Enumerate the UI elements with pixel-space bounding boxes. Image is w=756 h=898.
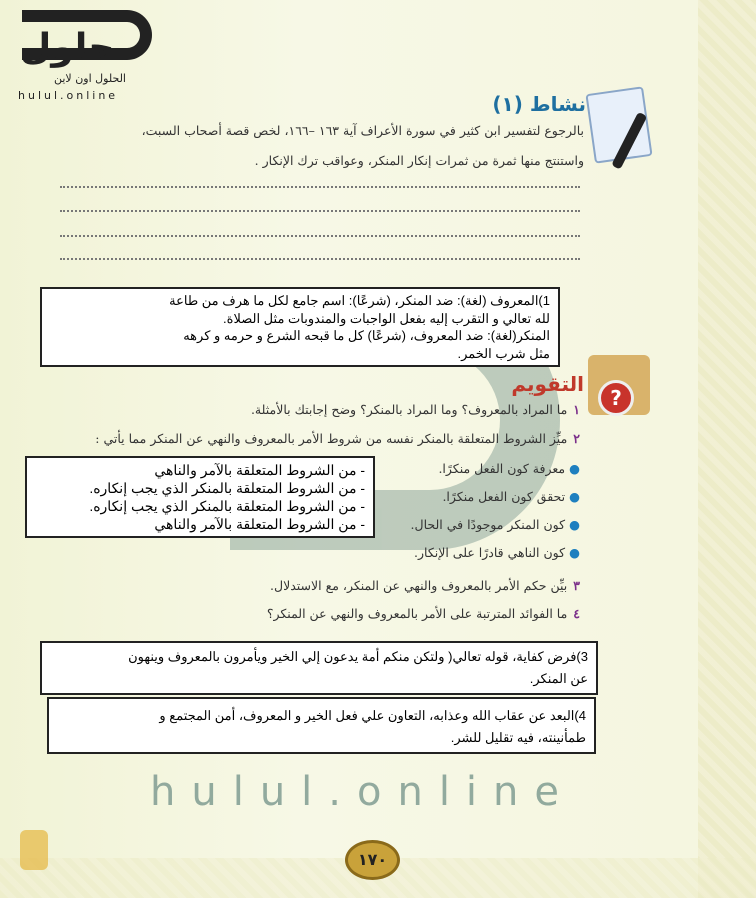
answer-line: 1)المعروف (لغة): ضد المنكر، (شرعًا): اسم جامع لكل ما هرف من طاعة bbox=[169, 293, 550, 308]
answer-line: مثل شرب الخمر. bbox=[457, 345, 550, 361]
answer-line bbox=[60, 235, 580, 237]
bullet-item: ●كون المنكر موجودًا في الحال. bbox=[410, 517, 580, 532]
answer-line: 4)البعد عن عقاب الله وعذابه، التعاون علي فعل الخير و المعروف، أمن المجتمع و bbox=[159, 708, 586, 723]
answer-line: طمأنينته، فيه تقليل للشر. bbox=[450, 730, 586, 745]
activity-line: بالرجوع لتفسير ابن كثير في سورة الأعراف آية ١٦٣ –١٦٦، لخص قصة أصحاب السبت، bbox=[141, 123, 584, 138]
corner-decoration-icon bbox=[20, 830, 48, 870]
answer-line: عن المنكر. bbox=[529, 671, 588, 686]
question-mark-icon: ? bbox=[598, 380, 634, 416]
answer-box-4 bbox=[47, 697, 596, 754]
answer-line: - من الشروط المتعلقة بالمنكر الذي يجب إنكاره. bbox=[89, 498, 365, 514]
evaluation-title: التقويم bbox=[511, 372, 584, 396]
answer-line: 3)فرض كفاية، قوله تعالي( ولتكن منكم أمة يدعون إلي الخير ويأمرون بالمعروف وينهون bbox=[128, 649, 588, 664]
logo-text: حلول bbox=[20, 27, 115, 68]
bullet-item: ●معرفة كون الفعل منكرًا. bbox=[438, 461, 580, 476]
question-4: ٤ما الفوائد المترتبة على الأمر بالمعروف والنهي عن المنكر؟ bbox=[266, 606, 580, 621]
answer-box-3 bbox=[40, 641, 598, 695]
bullet-item: ●تحقق كون الفعل منكرًا. bbox=[442, 489, 580, 504]
answer-line bbox=[60, 258, 580, 260]
question-2: ٢ميِّز الشروط المتعلقة بالمنكر نفسه من شروط الأمر بالمعروف والنهي عن المنكر مما يأتي : bbox=[95, 431, 580, 446]
answer-line: - من الشروط المتعلقة بالآمر والناهي bbox=[154, 516, 365, 532]
question-3: ٣بيِّن حكم الأمر بالمعروف والنهي عن المنكر، مع الاستدلال. bbox=[270, 578, 580, 593]
notepad-pen-icon bbox=[585, 86, 652, 163]
answer-line: - من الشروط المتعلقة بالمنكر الذي يجب إنكاره. bbox=[89, 480, 365, 496]
page-number: ١٧٠ bbox=[345, 840, 400, 880]
activity-title: نشاط (١) bbox=[492, 92, 586, 116]
question-1: ١ما المراد بالمعروف؟ وما المراد بالمنكر؟ وضح إجابتك بالأمثلة. bbox=[250, 402, 580, 417]
bullet-item: ●كون الناهي قادرًا على الإنكار. bbox=[414, 545, 580, 560]
logo-subtitle: الحلول اون لاين bbox=[54, 72, 126, 85]
answer-line: - من الشروط المتعلقة بالآمر والناهي bbox=[154, 462, 365, 478]
activity-line: واستنتج منها ثمرة من ثمرات إنكار المنكر، وعواقب ترك الإنكار . bbox=[254, 153, 584, 168]
answer-line bbox=[60, 186, 580, 188]
answer-line: المنكر(لغة): ضد المعروف، (شرعًا) كل ما قبحه الشرع و حرمه و كرهه bbox=[183, 328, 550, 343]
answer-box-2 bbox=[25, 456, 375, 538]
logo-domain: hulul.online bbox=[18, 89, 119, 102]
decorative-border bbox=[698, 0, 756, 898]
watermark-text: hulul.online bbox=[150, 769, 576, 815]
site-logo[interactable] bbox=[10, 8, 150, 108]
answer-box-1 bbox=[40, 287, 560, 367]
answer-line bbox=[60, 210, 580, 212]
answer-line: لله تعالي و التقرب إليه بفعل الواجبات والمندوبات مثل الصلاة. bbox=[223, 310, 550, 326]
